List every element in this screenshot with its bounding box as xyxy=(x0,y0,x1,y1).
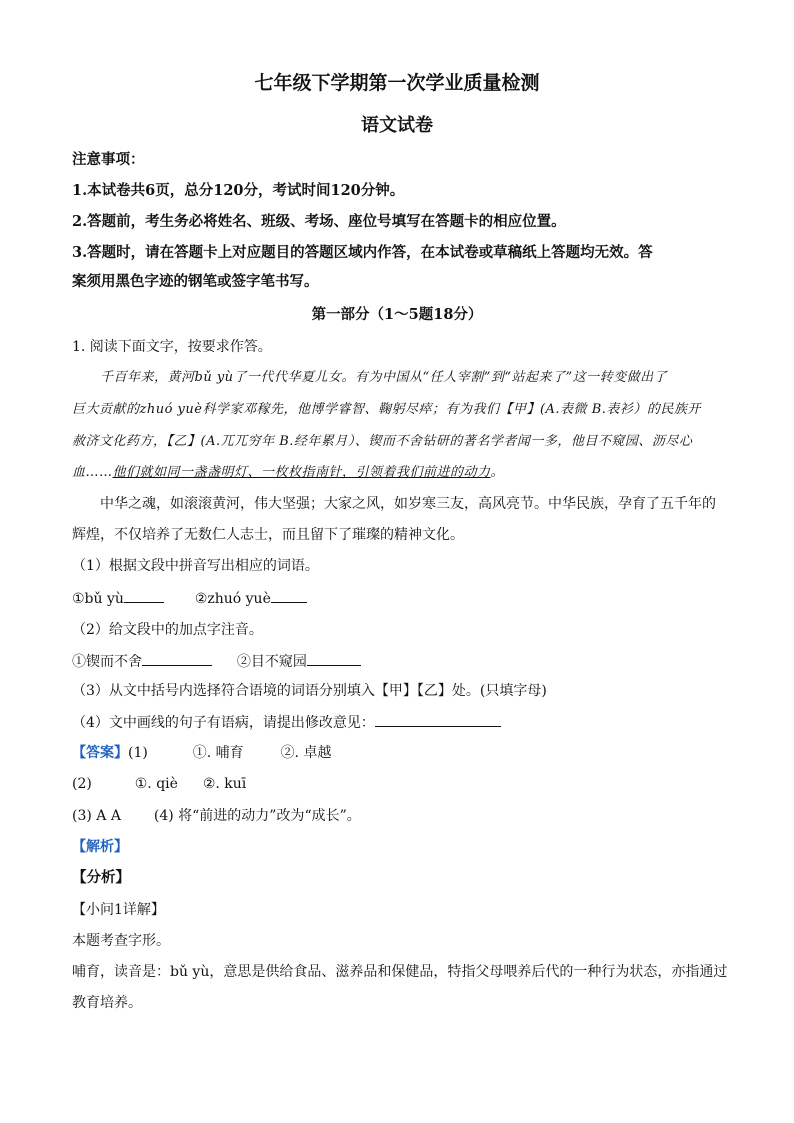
page-subtitle: 语文试卷 xyxy=(361,115,433,136)
page-title: 七年级下学期第一次学业质量检测 xyxy=(254,72,540,94)
answer-value: ①. 哺育 xyxy=(192,745,244,761)
answer-value: (4) 将“前进的动力”改为“成长”。 xyxy=(153,808,361,824)
passage-line: 千百年来，黄河bǔ yù了一代代华夏儿女。有为中国从“任人宰割”到“站起来了”这一转变做出了 xyxy=(100,370,668,385)
blank-label: ②目不窥园 xyxy=(236,654,307,670)
paragraph-line: 辉煌，不仅培养了无数仁人志士，而且留下了璀璨的精神文化。 xyxy=(72,527,464,543)
analysis-text: 本题考查字形。 xyxy=(72,933,170,949)
answer-line-3 xyxy=(72,806,361,826)
blank-label: ①bǔ yù xyxy=(72,591,124,607)
answer-blank xyxy=(307,651,361,666)
answer-blank xyxy=(124,588,164,603)
sub-question-2: （2）给文段中的加点字注音。 xyxy=(72,622,263,638)
passage-line: 赦济文化药方，【乙】(A.兀兀穷年 B.经年累月）、锲而不舍钻研的著名学者闻一多，他目不窥园、沥尽心 xyxy=(72,434,693,449)
answer-value: ②. kuī xyxy=(202,776,247,792)
underlined-sentence: 他们就如同一盏盏明灯、一枚枚指南针，引领着我们前进的动力 xyxy=(112,465,491,480)
answer-value: (3) A A xyxy=(72,808,121,824)
question-stem: 1. 阅读下面文字，按要求作答。 xyxy=(72,339,272,355)
sub-answer-heading: 【小问1详解】 xyxy=(72,902,165,918)
answer-number: (2) xyxy=(72,776,92,792)
sub-question-4-text: （4）文中画线的句子有语病，请提出修改意见： xyxy=(72,715,375,731)
sub-question-3: （3）从文中括号内选择符合语境的词语分别填入【甲】【乙】处。(只填字母) xyxy=(72,683,547,699)
answer-blank xyxy=(271,588,307,603)
passage-line-last xyxy=(72,463,504,483)
fenxi-label: 【分析】 xyxy=(72,869,130,886)
analysis-label: 【解析】 xyxy=(72,839,128,855)
analysis-text: 教育培养。 xyxy=(72,995,142,1011)
passage-suffix: 。 xyxy=(490,465,505,480)
answer-line-1 xyxy=(72,743,331,763)
analysis-text: 哺育，读音是：bǔ yù，意思是供给食品、滋养品和保健品，特指父母喂养后代的一种行为状态，亦指通过 xyxy=(72,964,728,980)
passage-line: 巨大贡献的zhuó yuè科学家邓稼先，他博学睿智、鞠躬尽瘁；有为我们【甲】(A.表微 B.表衫）的民族开 xyxy=(72,402,701,417)
note-item: 2.答题前，考生务必将姓名、班级、考场、座位号填写在答题卡的相应位置。 xyxy=(72,213,566,230)
note-item: 1.本试卷共6页，总分120分，考试时间120分钟。 xyxy=(72,182,405,199)
blank-label: ②zhuó yuè xyxy=(194,591,271,607)
note-item: 3.答题时，请在答题卡上对应题目的答题区域内作答，在本试卷或草稿纸上答题均无效。答 xyxy=(72,244,653,261)
note-item: 案须用黑色字迹的钢笔或签字笔书写。 xyxy=(72,273,319,290)
paragraph-line: 中华之魂，如滚滚黄河，伟大坚强；大家之风，如岁寒三友，高风亮节。中华民族，孕育了五千年的 xyxy=(100,496,716,512)
sub-question-4 xyxy=(72,712,501,733)
answer-value: ②. 卓越 xyxy=(280,745,332,761)
sub-question-1-blanks xyxy=(72,588,307,609)
answer-blank xyxy=(142,651,212,666)
sub-question-1: （1）根据文段中拼音写出相应的词语。 xyxy=(72,558,319,574)
blank-label: ①锲而不舍 xyxy=(72,654,142,670)
answer-label: 【答案】 xyxy=(72,745,128,761)
section-heading: 第一部分（1～5题18分） xyxy=(311,306,483,323)
answer-value: ①. qiè xyxy=(134,776,178,792)
answer-line-2 xyxy=(72,774,246,794)
notes-heading: 注意事项： xyxy=(72,151,145,168)
passage-prefix: 血…… xyxy=(72,465,113,480)
sub-question-2-blanks xyxy=(72,651,361,672)
answer-blank xyxy=(375,712,501,727)
answer-number: (1) xyxy=(128,745,148,761)
